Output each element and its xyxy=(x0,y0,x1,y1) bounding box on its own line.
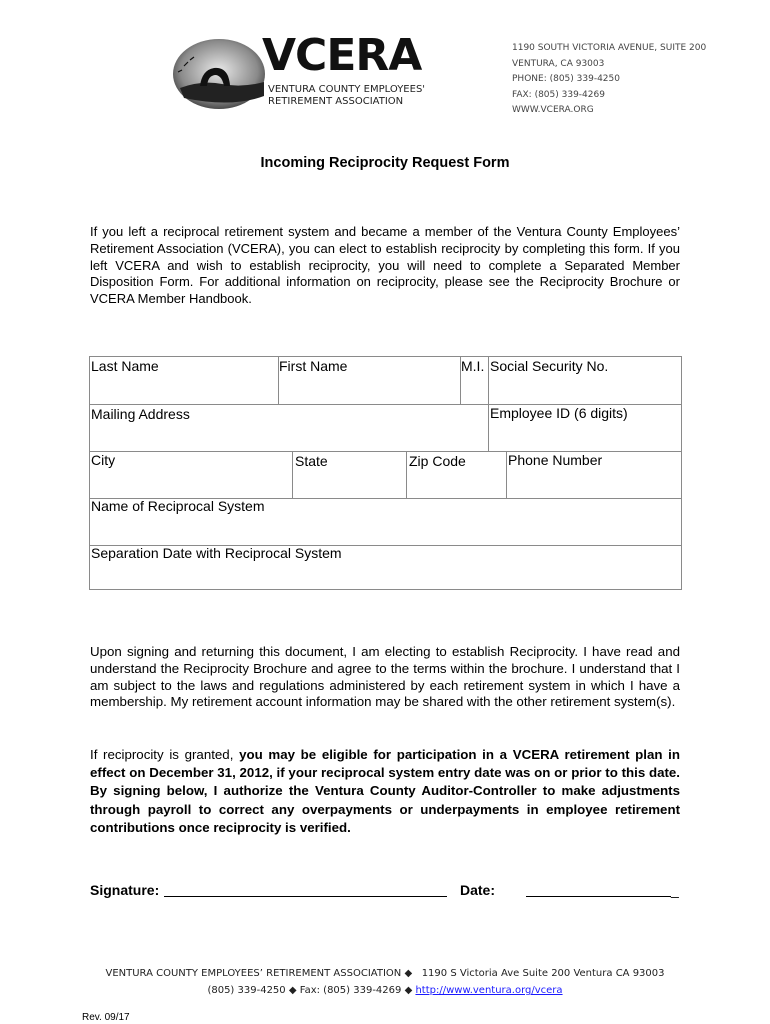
state-field[interactable]: State xyxy=(295,453,328,469)
form-col-divider xyxy=(406,451,407,498)
footer-line-2 xyxy=(0,985,770,996)
date-line-trail: _ xyxy=(671,882,679,898)
address-line: WWW.VCERA.ORG xyxy=(512,105,594,115)
reciprocal-system-field[interactable]: Name of Reciprocal System xyxy=(91,498,265,514)
logo-subtitle-line: RETIREMENT ASSOCIATION xyxy=(268,96,404,107)
first-name-field[interactable]: First Name xyxy=(279,358,348,374)
signature-line[interactable] xyxy=(164,896,447,897)
agreement-paragraph: Upon signing and returning this document, I am electing to establish Reciprocity. I have read and understand the Reciprocity Brochure and agree to the terms within the brochure. I understand that I am subject to the laws and regulations administered by each retirement system in which I have a membership. My retirement account information may be shared with the other retirement system(s). xyxy=(90,644,680,710)
notice-bold-text: you may be eligible for participation in a VCERA retirement plan in effect on December 31, 2012, if your reciprocal system entry date was on or prior to this date. By signing below, I authorize the Ventura County Auditor-Controller to make adjustments through payroll to correct any overpayments or underpayments in employee retirement contributions once reciprocity is verified. xyxy=(90,747,680,835)
form-title: Incoming Reciprocity Request Form xyxy=(260,155,510,171)
address-line: 1190 SOUTH VICTORIA AVENUE, SUITE 200 xyxy=(512,43,707,53)
footer-fax: Fax: (805) 339-4269 xyxy=(299,985,402,996)
middle-initial-field[interactable]: M.I. xyxy=(461,358,485,374)
date-line[interactable] xyxy=(526,896,671,897)
ssn-field[interactable]: Social Security No. xyxy=(490,358,609,374)
footer-website-link[interactable]: http://www.ventura.org/vcera xyxy=(415,985,563,996)
logo-subtitle-line: VENTURA COUNTY EMPLOYEES' xyxy=(268,84,426,95)
date-label: Date: xyxy=(460,882,496,898)
diamond-icon: ◆ xyxy=(288,985,297,996)
separation-date-field[interactable]: Separation Date with Reciprocal System xyxy=(91,545,342,561)
diamond-icon: ◆ xyxy=(404,985,413,996)
logo-subtitle xyxy=(268,84,425,108)
footer-address: 1190 S Victoria Ave Suite 200 Ventura CA 93003 xyxy=(421,968,665,979)
diamond-icon: ◆ xyxy=(404,968,413,979)
address-line: FAX: (805) 339-4269 xyxy=(512,89,605,100)
logo-wordmark: VCERA xyxy=(262,30,422,81)
form-col-divider xyxy=(506,451,507,498)
footer-org: VENTURA COUNTY EMPLOYEES’ RETIREMENT ASSOCIATION xyxy=(105,968,402,979)
footer-line-1 xyxy=(0,968,770,979)
notice-lead-text: If reciprocity is granted, xyxy=(90,747,240,762)
member-info-form xyxy=(89,356,682,590)
last-name-field[interactable]: Last Name xyxy=(91,358,159,374)
employee-id-field[interactable]: Employee ID (6 digits) xyxy=(490,405,628,421)
address-line: VENTURA, CA 93003 xyxy=(512,58,605,69)
zip-code-field[interactable]: Zip Code xyxy=(409,453,466,469)
reciprocity-notice xyxy=(90,746,680,837)
form-col-divider xyxy=(488,357,489,404)
address-line: PHONE: (805) 339-4250 xyxy=(512,74,620,84)
signature-label: Signature: xyxy=(90,882,160,898)
intro-paragraph: If you left a reciprocal retirement system and became a member of the Ventura County Employees’ Retirement Association (VCERA), you can elect to establish reciprocity by completing this form. If you left VCERA and wish to establish reciprocity, you will need to complete a Separated Member Disposition Form. For additional information on reciprocity, please see the Reciprocity Brochure or VCERA Member Handbook. xyxy=(90,224,680,307)
phone-number-field[interactable]: Phone Number xyxy=(508,452,603,468)
form-col-divider xyxy=(292,451,293,498)
revision-label: Rev. 09/17 xyxy=(82,1012,130,1023)
form-col-divider xyxy=(488,404,489,451)
mailing-address-field[interactable]: Mailing Address xyxy=(91,406,190,422)
city-field[interactable]: City xyxy=(91,452,116,468)
footer-phone: (805) 339-4250 xyxy=(207,985,286,996)
header-address xyxy=(512,41,706,119)
